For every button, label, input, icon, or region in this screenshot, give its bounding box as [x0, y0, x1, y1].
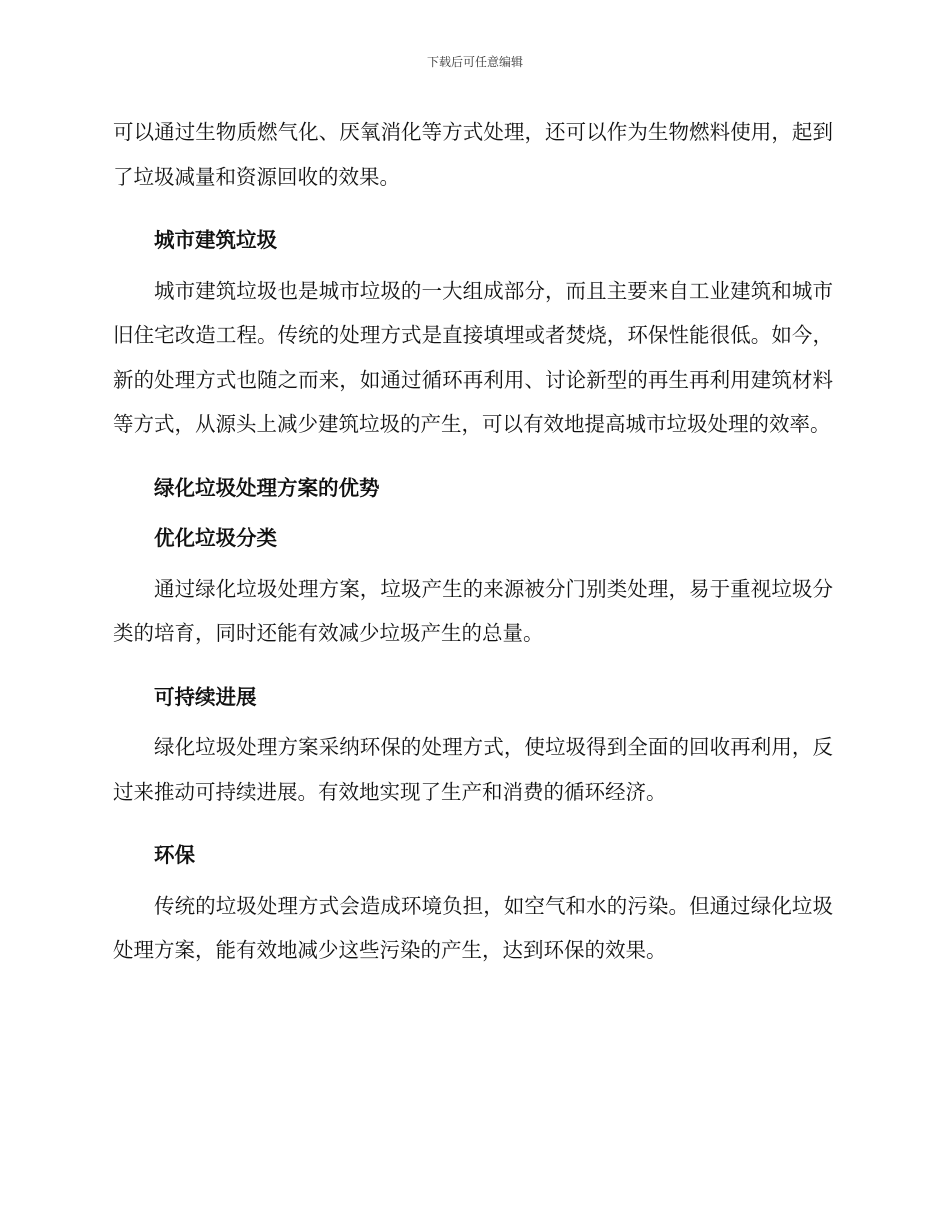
heading-sustainable-development: 可持续进展	[154, 684, 257, 709]
paragraph-biomass-treatment: 可以通过生物质燃气化、厌氧消化等方式处理，还可以作为生物燃料使用，起到了垃圾减量和资源回收的效果。	[113, 120, 833, 189]
paragraph-sustainable-development: 绿化垃圾处理方案采纳环保的处理方式，使垃圾得到全面的回收再利用，反过来推动可持续进展。有效地实现了生产和消费的循环经济。	[113, 735, 833, 804]
heading-optimize-sorting: 优化垃圾分类	[154, 526, 277, 550]
paragraph-urban-construction-waste: 城市建筑垃圾也是城市垃圾的一大组成部分，而且主要来自工业建筑和城市旧住宅改造工程。传统的处理方式是直接填埋或者焚烧，环保性能很低。如今，新的处理方式也随之而来，如通过循环再利用、讨论新型的再生再利用建筑材料等方式，从源头上减少建筑垃圾的产生，可以有效地提高城市垃圾处理的效率。	[113, 278, 833, 436]
heading-green-waste-advantages: 绿化垃圾处理方案的优势	[154, 475, 380, 500]
spacer	[113, 656, 833, 669]
spacer	[113, 814, 833, 827]
heading-environmental-protection: 环保	[154, 843, 195, 867]
spacer	[113, 199, 833, 212]
document-body	[113, 110, 833, 973]
spacer	[113, 447, 833, 460]
paragraph-environmental-protection: 传统的垃圾处理方式会造成环境负担，如空气和水的污染。但通过绿化垃圾处理方案，能有效地减少这些污染的产生，达到环保的效果。	[113, 893, 833, 962]
page-header: 下载后可任意编辑	[426, 55, 523, 69]
paragraph-optimize-sorting: 通过绿化垃圾处理方案，垃圾产生的来源被分门别类处理，易于重视垃圾分类的培育，同时还能有效减少垃圾产生的总量。	[113, 576, 833, 645]
heading-urban-construction-waste: 城市建筑垃圾	[154, 228, 277, 252]
